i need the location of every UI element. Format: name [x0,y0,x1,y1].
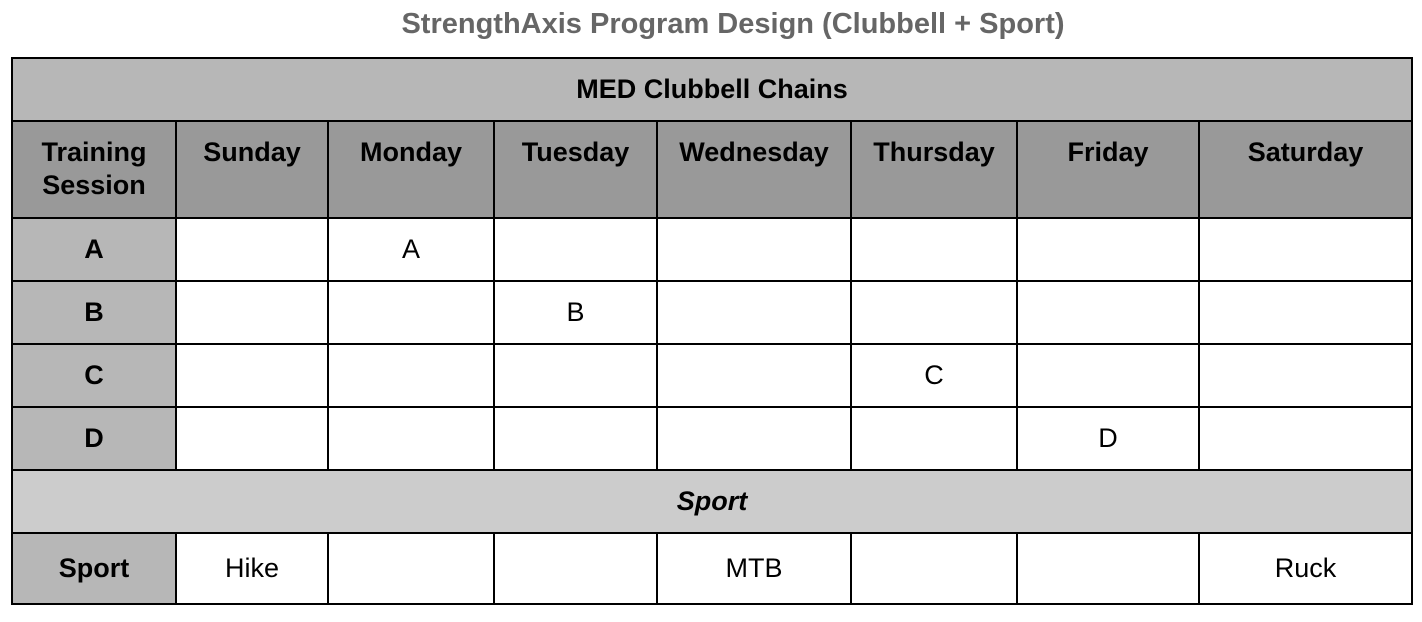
sport-row [12,533,1412,604]
schedule-cell [1199,281,1412,344]
row-label: B [12,281,176,344]
schedule-cell [328,281,494,344]
schedule-cell [494,344,657,407]
header-day: Sunday [176,121,328,218]
header-training-session: Training Session [12,121,176,218]
sport-cell: Hike [176,533,328,604]
schedule-cell [328,344,494,407]
schedule-cell [851,218,1017,281]
schedule-cell [176,218,328,281]
schedule-cell: A [328,218,494,281]
row-label: D [12,407,176,470]
section-header-clubbell: MED Clubbell Chains [12,58,1412,121]
schedule-cell [494,407,657,470]
section-header-sport: Sport [12,470,1412,533]
sport-cell [494,533,657,604]
row-label: C [12,344,176,407]
schedule-cell [176,407,328,470]
header-day: Wednesday [657,121,851,218]
day-header-row [12,121,1412,218]
schedule-cell [1199,344,1412,407]
table-row [12,407,1412,470]
sport-cell [328,533,494,604]
sport-cell [851,533,1017,604]
table-row [12,344,1412,407]
schedule-cell [1017,281,1199,344]
schedule-table [11,57,1413,605]
row-label: A [12,218,176,281]
schedule-cell [851,407,1017,470]
schedule-cell [657,344,851,407]
schedule-cell: D [1017,407,1199,470]
row-label: Sport [12,533,176,604]
schedule-cell: B [494,281,657,344]
table-row [12,218,1412,281]
sport-cell: Ruck [1199,533,1412,604]
table-row [12,281,1412,344]
page-title: StrengthAxis Program Design (Clubbell + Sport) [401,8,1065,40]
schedule-cell: C [851,344,1017,407]
schedule-cell [176,281,328,344]
schedule-cell [1199,407,1412,470]
sport-cell: MTB [657,533,851,604]
schedule-cell [1017,344,1199,407]
schedule-cell [851,281,1017,344]
header-day: Friday [1017,121,1199,218]
schedule-cell [657,218,851,281]
schedule-cell [494,218,657,281]
header-day: Monday [328,121,494,218]
schedule-cell [1017,218,1199,281]
schedule-cell [176,344,328,407]
schedule-cell [657,281,851,344]
schedule-cell [657,407,851,470]
sport-cell [1017,533,1199,604]
header-day: Thursday [851,121,1017,218]
header-day: Saturday [1199,121,1412,218]
schedule-cell [328,407,494,470]
schedule-cell [1199,218,1412,281]
header-day: Tuesday [494,121,657,218]
